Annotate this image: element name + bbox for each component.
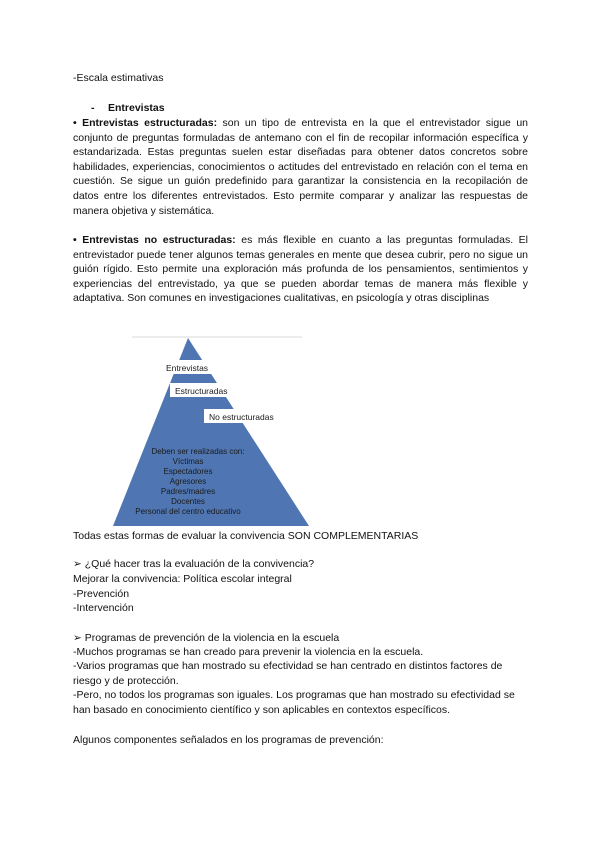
complementarias-line: Todas estas formas de evaluar la convivencia SON COMPLEMENTARIAS (73, 530, 419, 542)
program-point-3: -Pero, no todos los programas son iguales. Los programas que han mostrado su efectividad se han basado en conocimiento científico y son aplicables en contextos específicos. (73, 689, 515, 716)
question-line (73, 557, 314, 572)
program-point-2: -Varios programas que han mostrado su efectividad se han centrado en distintos factores de riesgo y de protección. (73, 660, 503, 687)
term-no-estructuradas: Entrevistas no estructuradas: (82, 234, 236, 246)
arrow-icon: ➢ (73, 558, 82, 570)
base-item: Personal del centro educativo (135, 507, 241, 516)
term-estructuradas: Entrevistas estructuradas: (82, 117, 218, 129)
escala-line: -Escala estimativas (73, 72, 164, 84)
intervencion-line: -Intervención (73, 602, 134, 614)
base-item: Agresores (169, 477, 207, 486)
text-no-estructuradas: es más flexible en cuanto a las preguntas formuladas. El entrevistador puede tener algunos temas generales en mente que desea cubrir, pero no sigue un guión rígido. Esto permite una exploración más profunda de los pensamientos, sentimientos y experiencias del entrevistado, ya que se pueden abordar temas de manera más flexible y adaptativa. Son comunes en investigaciones cualitativas, en psicología y otras disciplinas (73, 234, 529, 305)
question-text: ¿Qué hacer tras la evaluación de la convivencia? (84, 558, 315, 570)
heading-dash: - (91, 102, 95, 114)
programs-title-line (73, 631, 339, 646)
prevencion-line: -Prevención (73, 588, 130, 600)
bullet: • (73, 234, 77, 246)
arrow-icon: ➢ (73, 632, 82, 644)
base-item: Espectadores (163, 467, 213, 476)
label-no-estructuradas: No estructuradas (209, 412, 274, 422)
pyramid-diagram (112, 334, 312, 528)
paragraph-no-estructuradas (73, 233, 528, 306)
base-item: Víctimas (172, 457, 204, 466)
heading-entrevistas: Entrevistas (108, 102, 165, 114)
label-entrevistas: Entrevistas (166, 363, 209, 373)
label-estructuradas: Estructuradas (175, 386, 228, 396)
mejorar-line: Mejorar la convivencia: Política escolar integral (73, 573, 292, 585)
paragraph-estructuradas (73, 116, 528, 218)
program-point-1: -Muchos programas se han creado para prevenir la violencia en la escuela. (73, 646, 424, 658)
bullet: • (73, 117, 77, 129)
base-item: Docentes (171, 497, 205, 506)
base-title: Deben ser realizadas con: (151, 447, 245, 456)
base-item: Padres/madres (160, 487, 216, 496)
programs-title: Programas de prevención de la violencia en la escuela (84, 632, 340, 644)
components-line: Algunos componentes señalados en los programas de prevención: (73, 734, 384, 746)
text-estructuradas: son un tipo de entrevista en la que el entrevistador sigue un conjunto de preguntas formuladas de antemano con el fin de recopilar información específica y estandarizada. Estas preguntas suelen estar diseñadas para obtener datos concretos sobre habilidades, experiencias, conocimientos o actitudes del entrevistado en relación con el tema en cuestión. Se sigue un guión predefinido para garantizar la consistencia en la recopilación de datos entre los diferentes entrevistados. Esto permite comparar y analizar las respuestas de manera objetiva y sistemática. (73, 117, 528, 217)
